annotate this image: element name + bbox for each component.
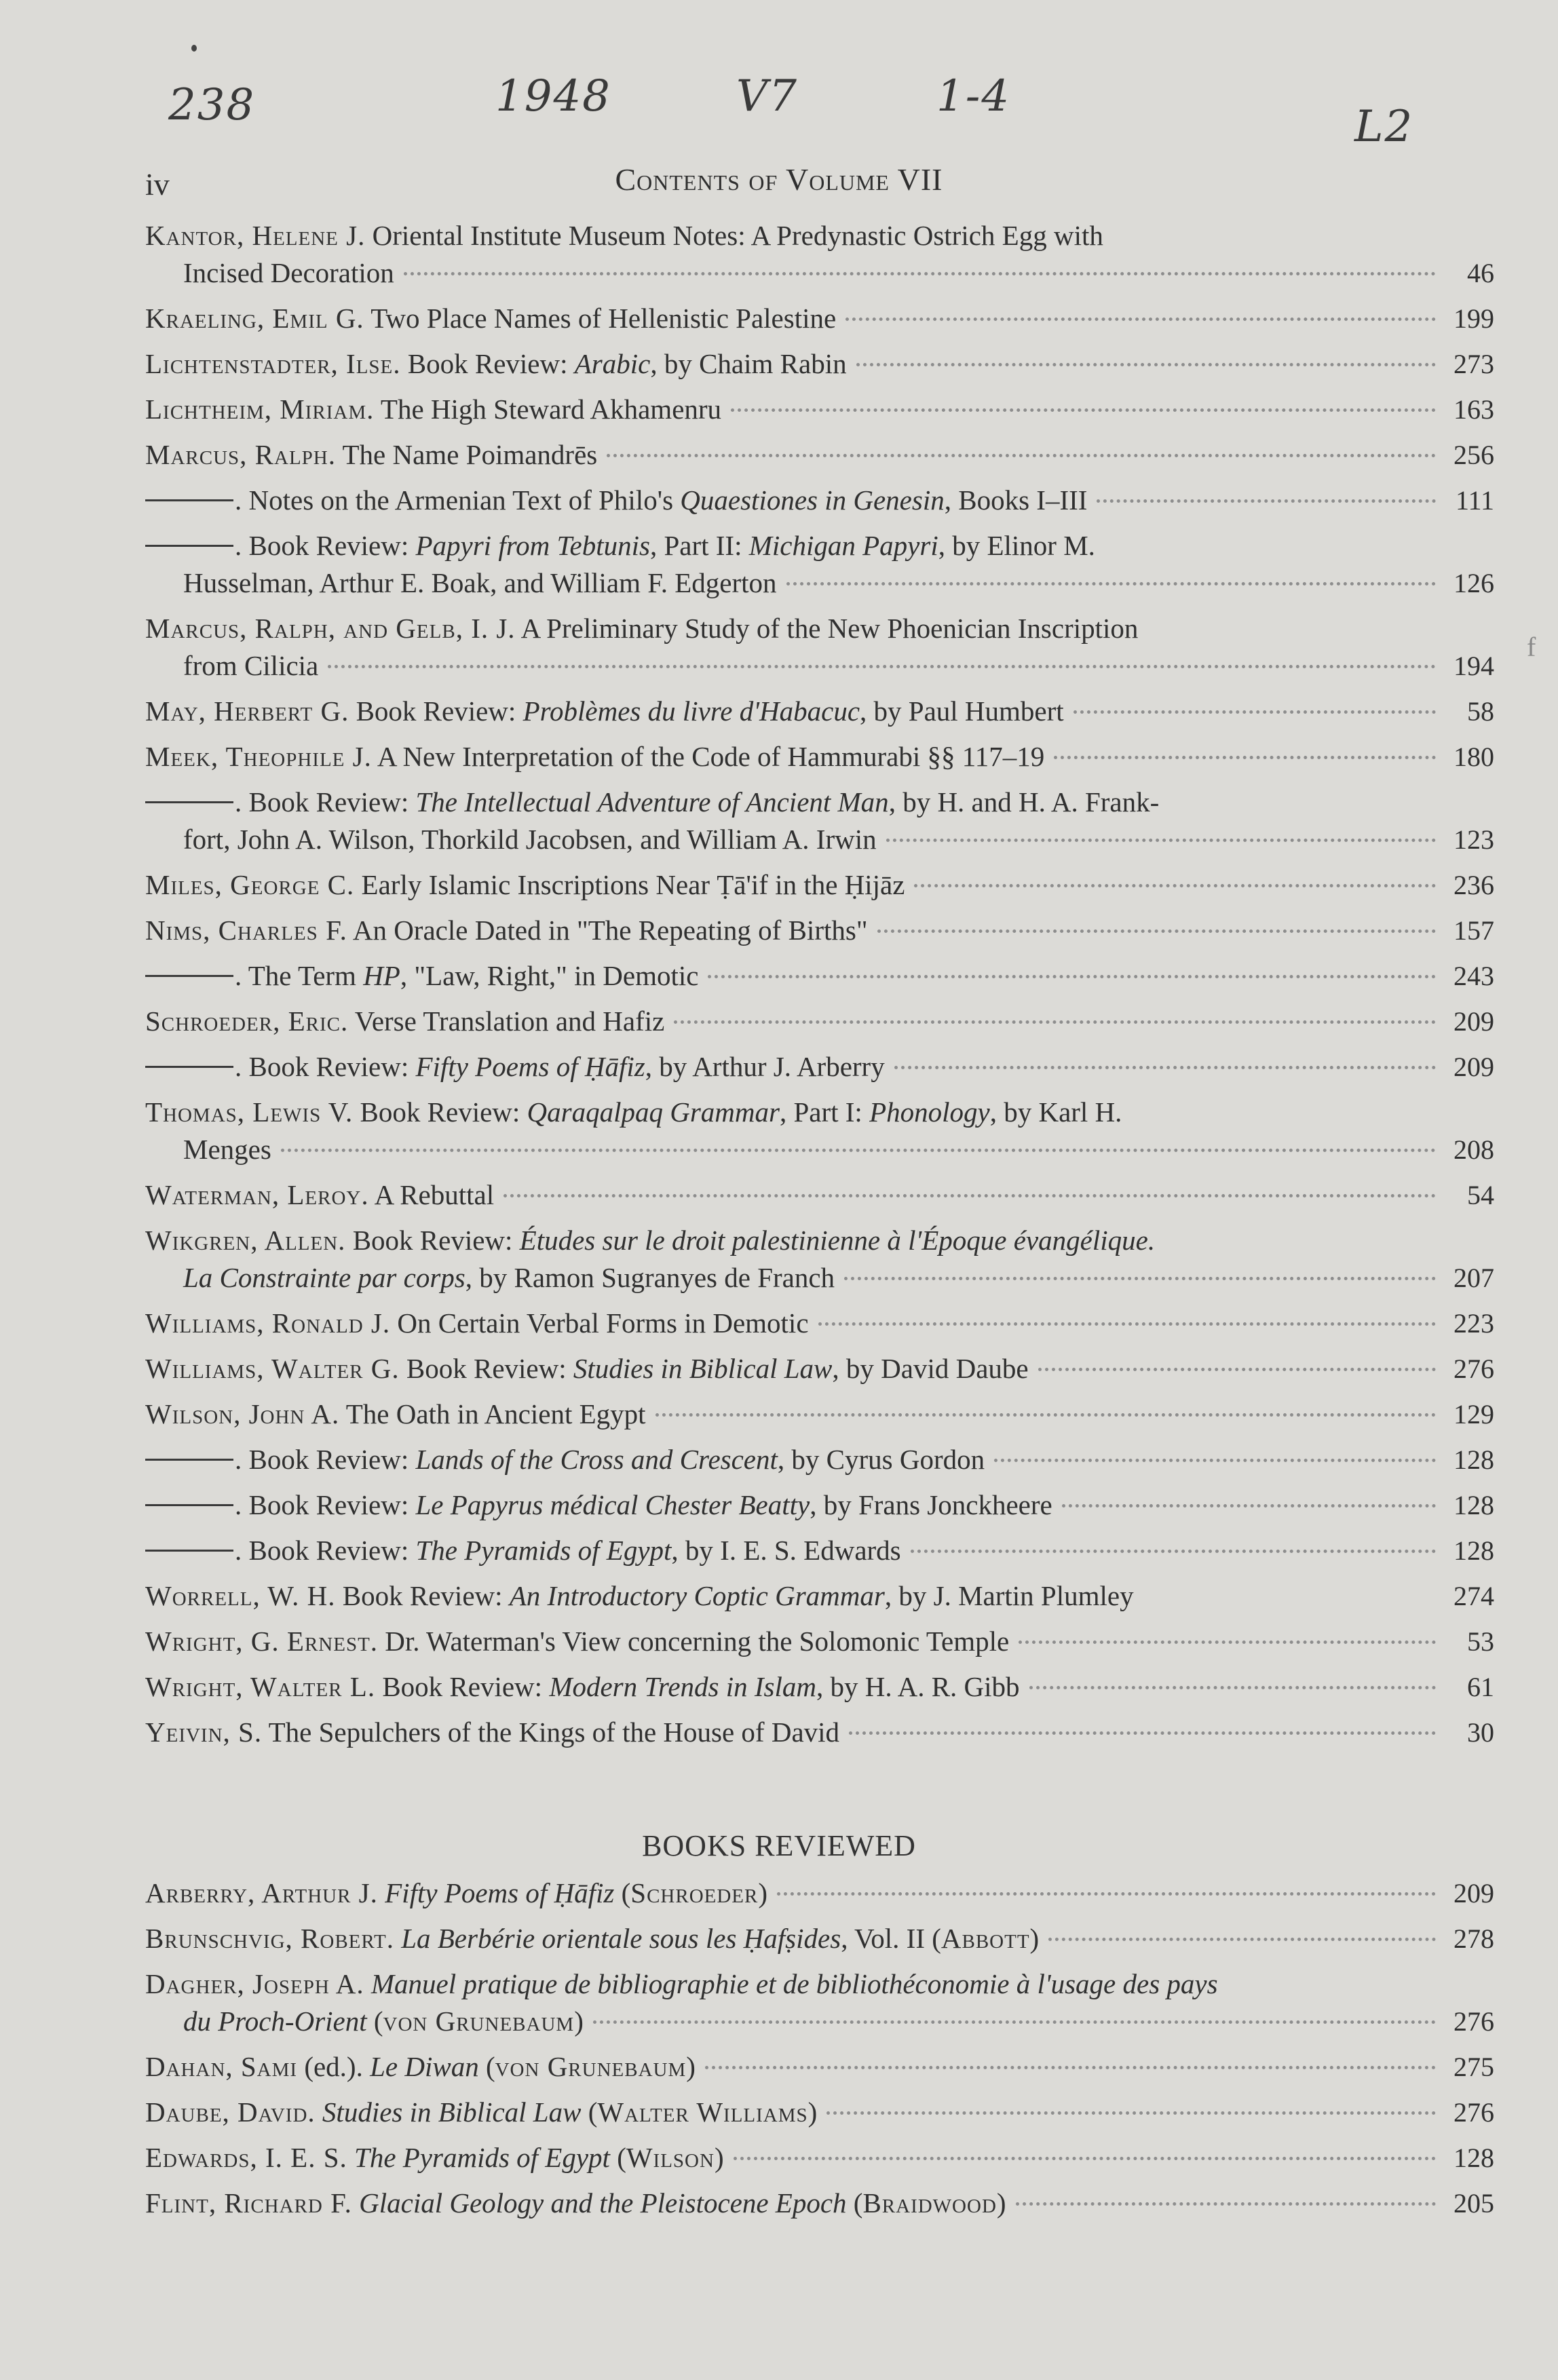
- book-entry: Arberry, Arthur J. Fifty Poems of Ḥāfiz (Schroeder) 209: [145, 1877, 1494, 1908]
- book-entry: Edwards, I. E. S. The Pyramids of Egypt (Wilson) 128: [145, 2142, 1494, 2173]
- entry-author: Kantor, Helene J.: [145, 220, 366, 251]
- contents-entry: Miles, George C. Early Islamic Inscriptions Near Ṭā'if in the Ḥijāz 236: [145, 869, 1494, 900]
- book-entry: Dahan, Sami (ed.). Le Diwan (von Grunebaum) 275: [145, 2051, 1494, 2082]
- contents-list: [145, 217, 1494, 1751]
- page-folio: iv: [145, 167, 170, 201]
- contents-entry: . Notes on the Armenian Text of Philo's Quaestiones in Genesin, Books I–III 111: [145, 482, 1494, 519]
- contents-entry: Marcus, Ralph. The Name Poimandrēs 256: [145, 439, 1494, 470]
- contents-entry: Wikgren, Allen. Book Review: Études sur le droit palestinienne à l'Époque évangélique. La Constrainte par corps, by Ramon Sugranyes de Franch 207: [145, 1225, 1494, 1293]
- contents-entry: . Book Review: Lands of the Cross and Crescent, by Cyrus Gordon 128: [145, 1441, 1494, 1478]
- contents-entry: . The Term HP, "Law, Right," in Demotic 243: [145, 957, 1494, 995]
- contents-entry: Yeivin, S. The Sepulchers of the Kings of the House of David 30: [145, 1716, 1494, 1748]
- book-entry: Dagher, Joseph A. Manuel pratique de bibliographie et de bibliothéconomie à l'usage des pays du Proch-Orient (von Grunebaum) 276: [145, 1968, 1494, 2037]
- handwritten-shelf-mark: L2: [1354, 102, 1414, 152]
- handwritten-number: 238: [168, 80, 256, 130]
- contents-entry: May, Herbert G. Book Review: Problèmes du livre d'Habacuc, by Paul Humbert 58: [145, 695, 1494, 727]
- contents-entry: Thomas, Lewis V. Book Review: Qaraqalpaq Grammar, Part I: Phonology, by Karl H. Menges 208: [145, 1096, 1494, 1165]
- contents-entry: Worrell, W. H. Book Review: An Introductory Coptic Grammar, by J. Martin Plumley 274: [145, 1580, 1494, 1611]
- contents-entry: Waterman, Leroy. A Rebuttal 54: [145, 1179, 1494, 1210]
- ink-dot: [191, 45, 197, 52]
- contents-entry: Williams, Ronald J. On Certain Verbal Forms in Demotic 223: [145, 1307, 1494, 1339]
- contents-entry: Wilson, John A. The Oath in Ancient Egypt 129: [145, 1398, 1494, 1429]
- book-entry: Brunschvig, Robert. La Berbérie orientale sous les Ḥafṣides, Vol. II (Abbott) 278: [145, 1923, 1494, 1954]
- contents-entry: Kantor, Helene J. Oriental Institute Museum Notes: A Predynastic Ostrich Egg with Incised Decoration 46: [145, 217, 1494, 292]
- running-title: Contents of Volume VII: [615, 162, 943, 197]
- contents-entry: . Book Review: The Pyramids of Egypt, by I. E. S. Edwards 128: [145, 1532, 1494, 1569]
- handwritten-issues: 1-4: [936, 71, 1011, 121]
- handwritten-year: 1948: [495, 71, 611, 121]
- contents-entry: Nims, Charles F. An Oracle Dated in "The Repeating of Births" 157: [145, 915, 1494, 946]
- contents-entry: Schroeder, Eric. Verse Translation and Hafiz 209: [145, 1005, 1494, 1037]
- edge-mark: f: [1527, 632, 1536, 662]
- book-entry: Daube, David. Studies in Biblical Law (Walter Williams) 276: [145, 2096, 1494, 2128]
- contents-entry: Lichtenstadter, Ilse. Book Review: Arabic, by Chaim Rabin 273: [145, 348, 1494, 379]
- book-entry: Flint, Richard F. Glacial Geology and the Pleistocene Epoch (Braidwood) 205: [145, 2187, 1494, 2219]
- contents-entry: . Book Review: Papyri from Tebtunis, Part II: Michigan Papyri, by Elinor M. Husselman, Arthur E. Boak, and William F. Edgerton 126: [145, 527, 1494, 602]
- contents-entry: Williams, Walter G. Book Review: Studies in Biblical Law, by David Daube 276: [145, 1353, 1494, 1384]
- contents-entry: Meek, Theophile J. A New Interpretation of the Code of Hammurabi §§ 117–19 180: [145, 741, 1494, 772]
- contents-entry: Wright, G. Ernest. Dr. Waterman's View concerning the Solomonic Temple 53: [145, 1626, 1494, 1657]
- contents-entry: Kraeling, Emil G. Two Place Names of Hellenistic Palestine 199: [145, 303, 1494, 334]
- books-reviewed-heading: BOOKS REVIEWED: [642, 1829, 916, 1862]
- contents-entry: . Book Review: Le Papyrus médical Chester Beatty, by Frans Jonckheere 128: [145, 1486, 1494, 1524]
- entry-page: 46: [1467, 258, 1494, 288]
- contents-entry: . Book Review: The Intellectual Adventure of Ancient Man, by H. and H. A. Frank- fort, John A. Wilson, Thorkild Jacobsen, and William A. Irwin 123: [145, 784, 1494, 858]
- contents-entry: Wright, Walter L. Book Review: Modern Trends in Islam, by H. A. R. Gibb 61: [145, 1671, 1494, 1702]
- handwritten-volume: V7: [736, 71, 798, 121]
- contents-entry: . Book Review: Fifty Poems of Ḥāfiz, by Arthur J. Arberry 209: [145, 1048, 1494, 1086]
- books-reviewed-list: [145, 1875, 1494, 2222]
- contents-entry: Marcus, Ralph, and Gelb, I. J. A Preliminary Study of the New Phoenician Inscription from Cilicia 194: [145, 613, 1494, 681]
- contents-entry: Lichtheim, Miriam. The High Steward Akhamenru 163: [145, 394, 1494, 425]
